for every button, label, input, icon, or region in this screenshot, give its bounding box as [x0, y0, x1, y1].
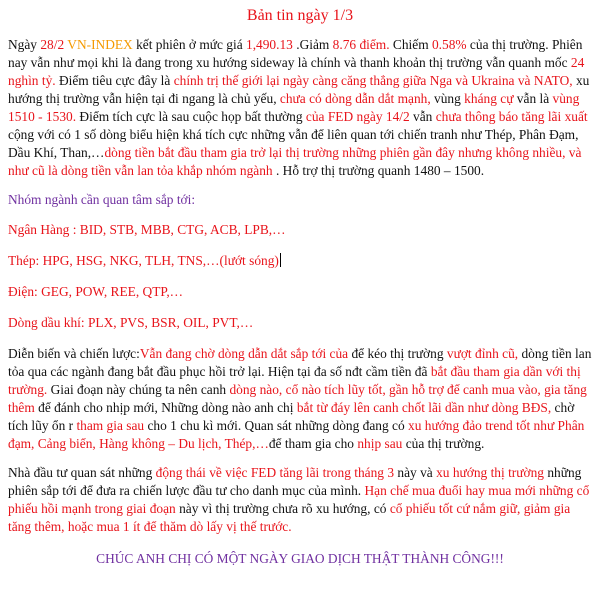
text-segment: vẫn là — [513, 91, 553, 106]
text-segment: cộng với có 1 số dòng biểu hiện khá tích cực những vẫn để liên quan tới chiến tranh như Thép, Phân Đạm, Dầu Khí, Than,… — [8, 127, 579, 160]
text-segment: cho 1 chu kì mới. Quan sát những dòng đang có — [144, 418, 409, 433]
text-segment: của thị trường. Phiên nay vẫn như mọi khi là đang trong xu hướng sideway là chính và thanh khoản thị trường vẫn quanh mốc — [8, 37, 583, 70]
advice-paragraph — [8, 464, 592, 536]
text-segment: Giai đoạn này chúng ta nên canh — [47, 382, 230, 397]
text-segment: dòng tiền lan tỏa qua các ngành đang bắt đầu phục hồi trở lại. Hiện tại đa số nđt cầm tiền đã — [8, 346, 592, 379]
newsletter-title: Bản tin ngày 1/3 — [246, 7, 354, 24]
text-segment: của thị trường. — [402, 436, 485, 451]
text-segment: Nhà đầu tư quan sát những — [8, 465, 156, 480]
highlight-text: vượt đỉnh cũ, — [446, 346, 519, 361]
no-rate-hike: chưa thông báo tăng lãi xuất — [435, 109, 588, 124]
resistance-zone: vùng 1510 - 1530. — [8, 91, 580, 124]
text-cursor — [280, 253, 281, 267]
text-segment: này vì thị trường chưa rõ xu hướng, có — [175, 501, 390, 516]
closing-price: 1,490.13 — [246, 37, 293, 52]
text-segment: Diễn biến và chiến lược: — [8, 346, 140, 361]
text-segment: vùng — [430, 91, 465, 106]
fed-meeting: của FED ngày 14/2 — [305, 109, 410, 124]
text-segment: Điểm tiêu cực đây là — [55, 73, 174, 88]
text-segment: để đánh cho nhịp mới, Những dòng nào anh chị — [34, 400, 297, 415]
liquidity-value: 24 nghìn tỷ. — [8, 55, 585, 88]
highlight-text: bắt đầu tham gia dần với thị trường. — [8, 364, 581, 397]
point-drop: 8.76 điểm. — [332, 37, 390, 52]
market-summary-paragraph — [8, 36, 592, 180]
negative-point: chính trị thế giới lại ngày càng căng thẳng giữa Nga và Ukraina và NATO, — [173, 73, 573, 88]
percent-change: 0.58% — [431, 37, 467, 52]
sector-group-banking: Ngân Hàng : BID, STB, MBB, CTG, ACB, LPB,… — [8, 222, 286, 237]
text-segment: Chiếm — [389, 37, 432, 52]
resistance-label: kháng cự — [464, 91, 514, 106]
text-segment: kết phiên ở mức giá — [132, 37, 246, 52]
highlight-text: cổ phiếu tốt cứ nắm giữ, giảm gia tăng thêm, hoặc mua 1 ít để thăm dò lấy vị thế trước. — [8, 501, 571, 534]
index-name: VN-INDEX — [67, 37, 133, 52]
highlight-text: bắt từ đáy lên canh chốt lãi dần như dòng BĐS, — [296, 400, 552, 415]
text-segment: những phiên sắp tới để đưa ra chiến lược đầu tư cho danh mục của mình. — [8, 465, 582, 498]
highlight-text: Vẫn đang chờ dòng dẫn dắt sắp tới của — [139, 346, 349, 361]
highlight-text: tham gia sau — [76, 418, 145, 433]
text-segment: chờ tích lũy ổn r — [8, 400, 575, 433]
text-segment: Ngày — [8, 37, 41, 52]
text-segment: này và — [394, 465, 437, 480]
text-segment: . Hỗ trợ thị trường quanh — [272, 163, 414, 178]
text-segment: Điểm tích cực là sau cuộc họp bất thường — [76, 109, 306, 124]
text-segment: vẫn — [409, 109, 436, 124]
sectors-heading: Nhóm ngành cần quan tâm sắp tới: — [8, 192, 196, 207]
highlight-text: động thái về việc FED tăng lãi trong tháng 3 — [155, 465, 395, 480]
session-date: 28/2 — [40, 37, 65, 52]
highlight-text: xu hướng thị trường — [436, 465, 544, 480]
strategy-paragraph — [8, 345, 592, 453]
highlight-text: nhịp sau — [357, 436, 403, 451]
money-flow: dòng tiền bắt đầu tham gia trở lại thị trường những phiên gần đây nhưng không nhiều, và như cũ là dòng tiền vẫn lan tỏa khắp nhóm ngành — [8, 145, 582, 178]
sector-group-steel — [8, 252, 592, 270]
highlight-text: Hạn chế mua đuổi hay mua mới những cổ phiếu hồi mạnh trong giai đoạn — [8, 483, 590, 516]
sector-group-oil-gas: Dòng dầu khí: PLX, PVS, BSR, OIL, PVT,… — [8, 315, 254, 330]
text-segment: để tham gia cho — [268, 436, 358, 451]
text-segment: xu hướng thị trường vẫn hiện tại đi ngang là chủ yếu, — [8, 73, 590, 106]
text-segment: để kéo thị trường — [348, 346, 447, 361]
text-segment: .Giảm — [292, 37, 333, 52]
highlight-text: dòng nào, cổ nào tích lũy tốt, gần hỗ trợ để canh mua vào, gia tăng thêm — [8, 382, 587, 415]
sector-group-power: Điện: GEG, POW, REE, QTP,… — [8, 284, 184, 299]
no-leading-flow: chưa có dòng dẫn dắt mạnh, — [279, 91, 431, 106]
sector-group-steel-text: Thép: HPG, HSG, NKG, TLH, TNS,…(lướt sóng) — [8, 253, 279, 268]
closing-greeting: CHÚC ANH CHỊ CÓ MỘT NGÀY GIAO DỊCH THẬT THÀNH CÔNG!!! — [96, 551, 504, 566]
support-zone: 1480 – 1500. — [413, 163, 485, 178]
highlight-text: xu hướng đảo trend tốt như Phân đạm, Cảng biển, Hàng không – Du lịch, Thép,… — [8, 418, 585, 451]
